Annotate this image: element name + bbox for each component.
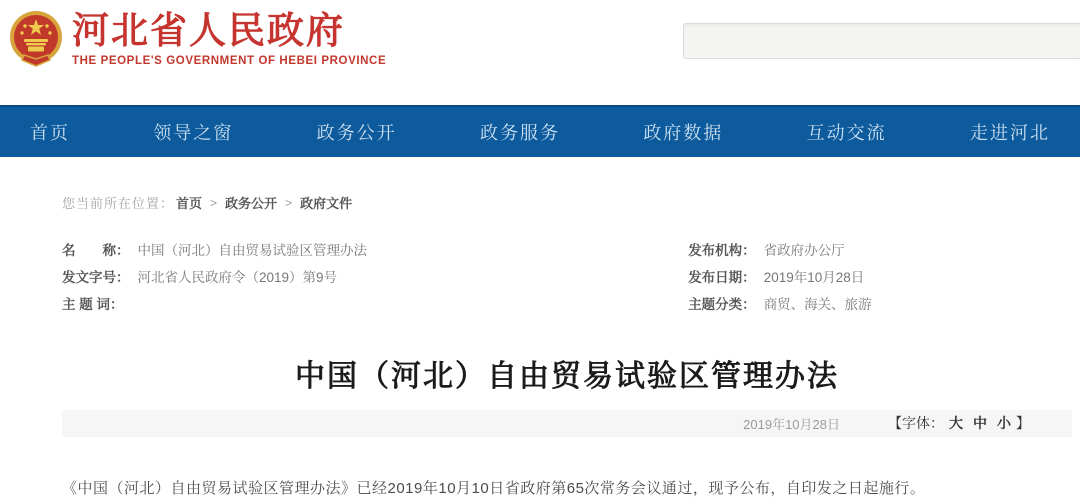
- meta-value-publish-date: 2019年10月28日: [763, 269, 865, 285]
- meta-label-subject-words: 主 题 词：: [62, 296, 124, 312]
- article-title: 中国（河北）自由贸易试验区管理办法: [295, 359, 839, 393]
- meta-row-issuing-agency: [688, 244, 1072, 259]
- nav-item-interaction[interactable]: 互动交流: [806, 123, 887, 143]
- article-body: 《中国（河北）自由贸易试验区管理办法》已经2019年10月10日省政府第65次常务会议通过，现予公布，自印发之日起施行。: [62, 479, 926, 497]
- site-header: [0, 0, 1080, 105]
- meta-label-publish-date: 发布日期：: [688, 269, 756, 285]
- meta-label-issuing-agency: 发布机构：: [688, 243, 756, 258]
- font-size-widget-label: 【字体：: [888, 415, 944, 432]
- nav-item-gov-disclosure[interactable]: 政务公开: [316, 123, 397, 143]
- nav-item-gov-data[interactable]: 政府数据: [643, 123, 724, 143]
- nav-item-leaders[interactable]: 领导之窗: [153, 123, 234, 143]
- meta-label-subject-category: 主题分类：: [688, 296, 756, 312]
- meta-row-doc-number: [62, 271, 688, 286]
- breadcrumb-link-home[interactable]: 首页: [176, 196, 203, 211]
- content-area: [0, 193, 1080, 501]
- article-date-bar: [62, 410, 1072, 437]
- meta-value-doc-number: 河北省人民政府令（2019）第9号: [137, 269, 338, 285]
- national-emblem-icon: [8, 8, 64, 70]
- document-meta: [62, 244, 1072, 325]
- meta-column-left: [62, 244, 688, 325]
- search-box: [683, 23, 1080, 59]
- meta-row-subject-category: [688, 298, 1072, 313]
- breadcrumb: [62, 193, 1072, 212]
- breadcrumb-separator: >: [210, 195, 218, 210]
- brand-text: [72, 11, 386, 68]
- font-size-widget: [888, 413, 1030, 433]
- meta-row-publish-date: [688, 271, 1072, 286]
- breadcrumb-link-gov-disclosure[interactable]: 政务公开: [225, 196, 278, 211]
- site-logo[interactable]: [8, 8, 386, 70]
- font-size-large-button[interactable]: 大: [949, 415, 963, 432]
- nav-item-about-hebei[interactable]: 走进河北: [969, 123, 1050, 143]
- site-subtitle: THE PEOPLE'S GOVERNMENT OF HEBEI PROVINCE: [72, 55, 387, 68]
- article-publish-date: 2019年10月28日: [743, 416, 840, 432]
- meta-row-name: [62, 244, 688, 259]
- meta-value-subject-category: 商贸、海关、旅游: [763, 296, 872, 312]
- nav-item-home[interactable]: 首页: [30, 123, 70, 143]
- meta-row-subject-words: [62, 298, 688, 313]
- font-size-widget-close: 】: [1016, 415, 1030, 432]
- meta-value-issuing-agency: 省政府办公厅: [763, 243, 845, 258]
- nav-item-gov-services[interactable]: 政务服务: [479, 123, 560, 143]
- meta-value-name: 中国（河北）自由贸易试验区管理办法: [137, 243, 367, 258]
- breadcrumb-label: 您当前所在位置：: [62, 196, 175, 211]
- site-title: 河北省人民政府: [72, 9, 345, 51]
- breadcrumb-separator: >: [285, 195, 293, 210]
- meta-label-doc-number: 发文字号：: [62, 269, 130, 285]
- font-size-medium-button[interactable]: 中: [973, 415, 987, 432]
- font-size-small-button[interactable]: 小: [997, 415, 1011, 432]
- breadcrumb-link-gov-documents[interactable]: 政府文件: [300, 196, 353, 211]
- meta-label-name: 名 称：: [62, 243, 130, 258]
- main-nav: [0, 105, 1080, 157]
- meta-column-right: [688, 244, 1072, 325]
- search-input[interactable]: [684, 24, 1080, 58]
